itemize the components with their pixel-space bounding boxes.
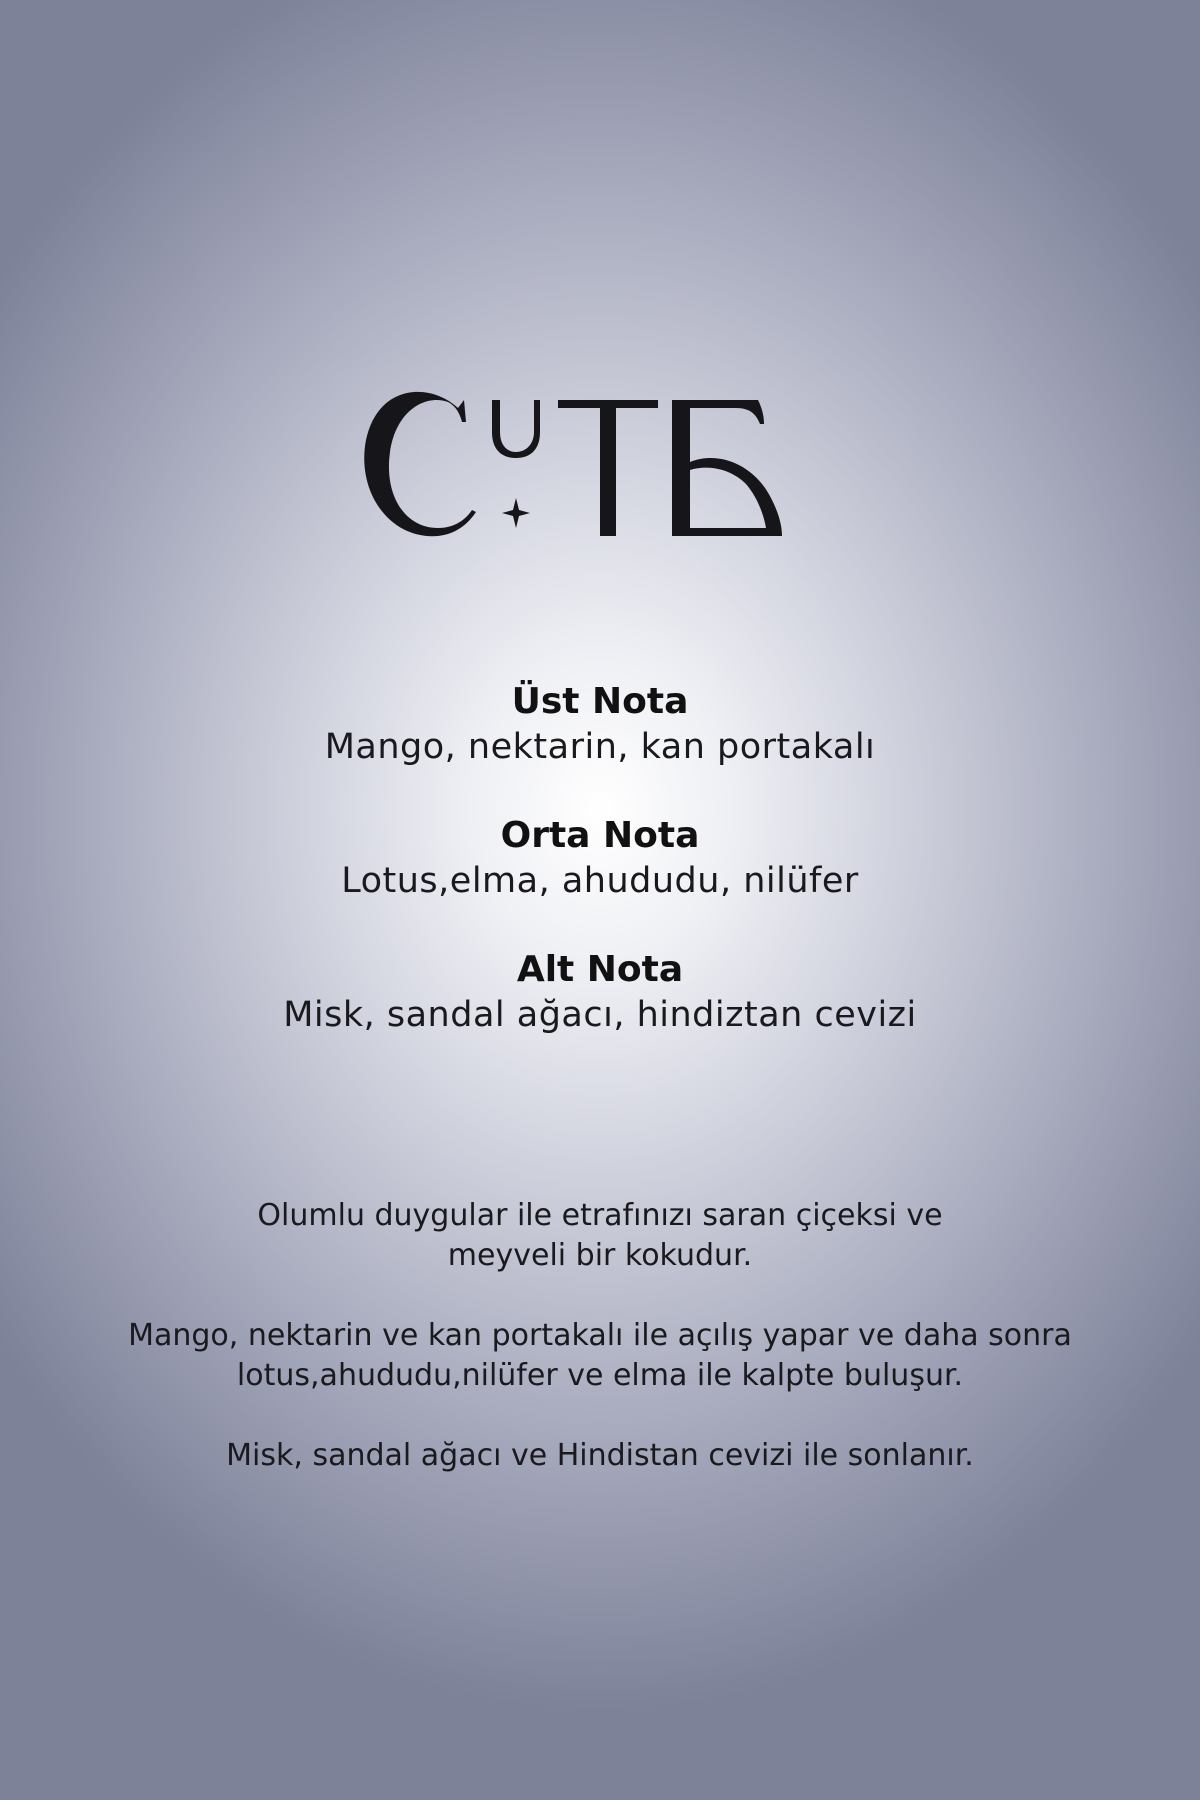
middle-note-title: Orta Nota [500, 815, 700, 856]
middle-note-ingredients: Lotus,elma, ahududu, nilüfer [341, 861, 859, 901]
description-p2-line2: lotus,ahududu,nilüfer ve elma ile kalpte buluşur. [236, 1358, 964, 1393]
top-note-ingredients: Mango, nektarin, kan portakalı [324, 727, 876, 767]
top-note-title: Üst Nota [511, 681, 689, 722]
sparkle-icon [502, 498, 530, 528]
base-note-title: Alt Nota [516, 949, 684, 990]
description-p1-line2: meyveli bir kokudur. [447, 1238, 753, 1273]
description-p2-line1: Mango, nektarin ve kan portakalı ile açılış yapar ve daha sonra [128, 1318, 1072, 1353]
top-note [0, 680, 1200, 770]
base-note [0, 948, 1200, 1038]
middle-note [0, 814, 1200, 904]
logo-wordmark-graphic [360, 380, 840, 550]
base-note-ingredients: Misk, sandal ağacı, hindiztan cevizi [283, 995, 917, 1035]
description-p1-line1: Olumlu duygular ile etrafınızı saran çiçeksi ve [257, 1198, 943, 1233]
brand-logo [360, 380, 840, 550]
description-paragraph-1 [60, 1196, 1140, 1276]
fragrance-notes [0, 680, 1200, 1082]
description-p3-line1: Misk, sandal ağacı ve Hindistan cevizi ile sonlanır. [226, 1438, 974, 1473]
fragrance-description [60, 1196, 1140, 1516]
description-paragraph-2 [60, 1316, 1140, 1396]
description-paragraph-3 [60, 1436, 1140, 1476]
